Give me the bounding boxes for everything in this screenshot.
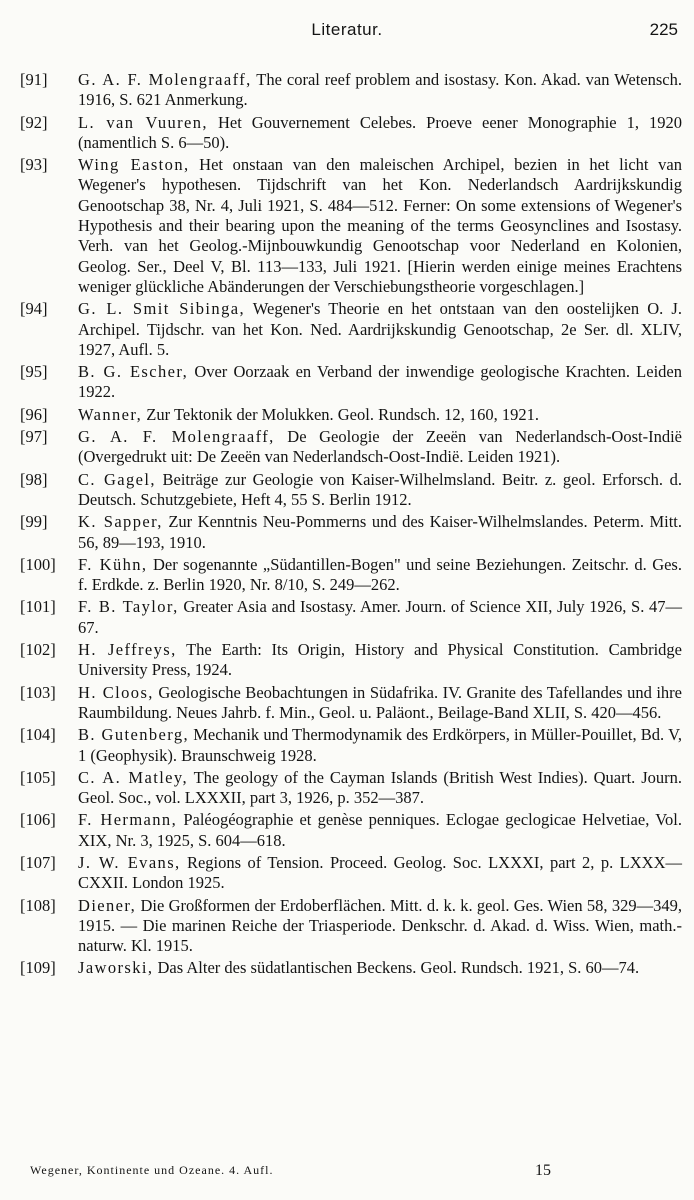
reference-author: B. G. Escher,: [78, 362, 189, 382]
reference-citation: Regions of Tension. Proceed. Geolog. Soc. LXXXI, part 2, p. LXXX—CXXII. London 1925.: [78, 852, 682, 893]
reference-entry: [20, 70, 682, 111]
reference-text: [78, 853, 682, 894]
reference-citation: The geology of the Cayman Islands (British West Indies). Quart. Journ. Geol. Soc., vol. LXXXII, part 3, 1926, p. 352—387.: [78, 767, 682, 808]
reference-entry: [20, 427, 682, 468]
reference-text: [78, 362, 682, 403]
reference-entry: [20, 896, 682, 957]
reference-author: F. Kühn,: [78, 554, 148, 574]
reference-text: [78, 725, 682, 766]
reference-citation: Das Alter des südatlantischen Beckens. Geol. Rundsch. 1921, S. 60—74.: [153, 958, 640, 978]
reference-number: [94]: [20, 299, 48, 319]
reference-number: [95]: [20, 362, 48, 382]
reference-entry: [20, 958, 682, 978]
reference-entry: [20, 470, 682, 511]
reference-author: G. A. F. Molengraaff,: [78, 427, 275, 447]
reference-citation: Wegener's Theorie en het ontstaan van den oostelijken O. J. Archipel. Tijdschr. van het Kon. Ned. Aardrijkskundig Genootschap, 2e Ser. dl. XLIV, 1927, Aufl. 5.: [78, 299, 682, 359]
reference-text: [78, 810, 682, 851]
footer-signature: Wegener, Kontinente und Ozeane. 4. Aufl.: [30, 1163, 274, 1177]
reference-number: [91]: [20, 70, 48, 89]
reference-author: Jaworski,: [78, 958, 154, 978]
reference-author: L. van Vuuren,: [78, 112, 208, 132]
reference-author: G. A. F. Molengraaff,: [78, 70, 252, 89]
reference-author: H. Jeffreys,: [78, 640, 177, 660]
reference-citation: Beiträge zur Geologie von Kaiser-Wilhelmsland. Beitr. z. geol. Erforsch. d. Deutsch. Schutzgebiete, Heft 4, 55 S. Berlin 1912.: [78, 469, 682, 509]
reference-number: [101]: [20, 597, 56, 617]
reference-text: [78, 958, 682, 978]
reference-entry: [20, 555, 682, 596]
reference-author: Wing Easton,: [78, 155, 190, 175]
reference-text: [78, 683, 682, 724]
reference-text: [78, 70, 682, 111]
reference-text: [78, 155, 682, 297]
reference-author: Wanner,: [78, 404, 143, 424]
reference-citation: Zur Tektonik der Molukken. Geol. Rundsch. 12, 160, 1921.: [142, 404, 539, 424]
reference-citation: Mechanik und Thermodynamik des Erdkörpers, in Müller-Pouillet, Bd. V, 1 (Geophysik). Braunschweig 1928.: [78, 725, 682, 765]
reference-author: C. A. Matley,: [78, 767, 189, 787]
reference-number: [108]: [20, 895, 56, 915]
sheet-number: 15: [535, 1162, 551, 1179]
reference-number: [106]: [20, 810, 56, 830]
page-header-title: Literatur.: [311, 20, 383, 39]
reference-entry: [20, 512, 682, 553]
reference-list: [20, 70, 682, 981]
reference-citation: Over Oorzaak en Verband der inwendige geologische Krachten. Leiden 1922.: [78, 362, 682, 402]
reference-number: [96]: [20, 404, 48, 424]
reference-entry: [20, 640, 682, 681]
reference-citation: Het onstaan van den maleischen Archipel, bezien in het licht van Wegener's hypothesen. Tijdschrift van het Kon. Nederlandsch Aardrijkskundig Genootschap 38, Nr. 4, Juli 1921, S. 484—512. Ferner: On some extensions of Wegener's Hypothesis and their bearing upon the meaning of the terms Geosynclines and Isostasy. Verh. van het Geolog.-Mijnbouwkundig Genootschap voor Nederland en Kolonien, Geolog. Ser., Deel V, Bl. 113—133, Juli 1921. [Hierin werden einige meines Erachtens weniger glückliche Abänderungen der Verschiebungstheorie vorgeschlagen.]: [78, 155, 682, 296]
page-number: 225: [649, 20, 678, 39]
reference-citation: Die Großformen der Erdoberflächen. Mitt. d. k. k. geol. Ges. Wien 58, 329—349, 1915. — Die marinen Reiche der Triasperiode. Denkschr. d. Akad. d. Wiss. Wien, math.-naturw. Kl. 1915.: [78, 895, 682, 956]
reference-author: B. Gutenberg,: [78, 725, 189, 745]
reference-text: [78, 640, 682, 681]
reference-number: [107]: [20, 852, 56, 872]
reference-number: [92]: [20, 112, 48, 132]
reference-number: [105]: [20, 767, 56, 787]
reference-author: F. Hermann,: [78, 810, 178, 830]
reference-number: [97]: [20, 427, 48, 447]
reference-entry: [20, 853, 682, 894]
reference-citation: De Geologie der Zeeën van Nederlandsch-Oost-Indië (Overgedrukt uit: De Zeeën van Nederlandsch-Oost-Indië. Leiden 1921).: [78, 427, 683, 467]
reference-number: [99]: [20, 512, 48, 532]
reference-entry: [20, 113, 682, 154]
reference-number: [109]: [20, 958, 56, 978]
reference-entry: [20, 810, 682, 851]
reference-number: [98]: [20, 469, 48, 489]
reference-text: [78, 512, 682, 553]
reference-text: [78, 405, 682, 425]
reference-entry: [20, 405, 682, 425]
reference-number: [103]: [20, 682, 56, 702]
reference-entry: [20, 683, 682, 724]
reference-citation: Greater Asia and Isostasy. Amer. Journ. of Science XII, July 1926, S. 47—67.: [78, 597, 682, 637]
reference-text: [78, 555, 682, 596]
reference-citation: Geologische Beobachtungen in Südafrika. IV. Granite des Tafellandes und ihre Raumbildung. Neues Jahrb. f. Min., Geol. u. Paläont., Beilage-Band XLII, S. 420—456.: [78, 682, 682, 722]
reference-entry: [20, 362, 682, 403]
reference-entry: [20, 299, 682, 360]
reference-author: Diener,: [78, 895, 137, 915]
reference-number: [104]: [20, 725, 56, 745]
reference-entry: [20, 768, 682, 809]
reference-text: [78, 113, 682, 154]
reference-author: J. W. Evans,: [78, 852, 181, 872]
reference-text: [78, 896, 682, 957]
reference-number: [100]: [20, 554, 56, 574]
reference-text: [78, 768, 682, 809]
reference-text: [78, 597, 682, 638]
reference-citation: Paléogéographie et genèse penniques. Eclogae geclogicae Helvetiae, Vol. XIX, Nr. 3, 1925, S. 604—618.: [78, 810, 682, 850]
reference-author: K. Sapper,: [78, 512, 163, 532]
reference-citation: Zur Kenntnis Neu-Pommerns und des Kaiser-Wilhelmslandes. Peterm. Mitt. 56, 89—193, 1910.: [78, 512, 683, 552]
reference-entry: [20, 155, 682, 297]
reference-number: [102]: [20, 640, 56, 660]
reference-author: C. Gagel,: [78, 469, 156, 489]
reference-citation: Der sogenannte „Südantillen-Bogen" und seine Beziehungen. Zeitschr. d. Ges. f. Erdkde. z. Berlin 1920, Nr. 8/10, S. 249—262.: [78, 554, 682, 595]
reference-citation: The coral reef problem and isostasy. Kon. Akad. van Wetensch. 1916, S. 621 Anmerkung.: [78, 70, 682, 110]
reference-text: [78, 427, 682, 468]
reference-text: [78, 299, 682, 360]
reference-text: [78, 470, 682, 511]
reference-entry: [20, 725, 682, 766]
reference-citation: The Earth: Its Origin, History and Physical Constitution. Cambridge University Press, 1924.: [78, 640, 682, 680]
reference-number: [93]: [20, 155, 48, 175]
reference-entry: [20, 597, 682, 638]
reference-citation: Het Gouvernement Celebes. Proeve eener Monographie 1, 1920 (namentlich S. 6—50).: [78, 112, 682, 152]
reference-author: H. Cloos,: [78, 682, 154, 702]
reference-author: G. L. Smit Sibinga,: [78, 299, 245, 319]
reference-author: F. B. Taylor,: [78, 597, 179, 617]
